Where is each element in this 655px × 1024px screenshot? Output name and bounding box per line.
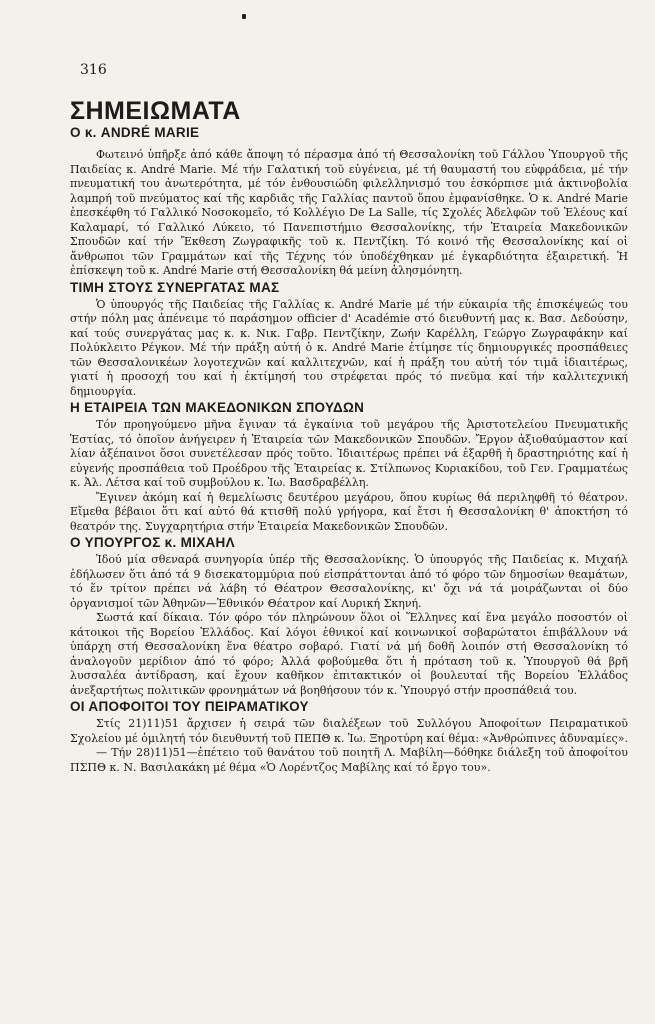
section-heading-macedonian-studies: Η ΕΤΑΙΡΕΙΑ ΤΩΝ ΜΑΚΕΔΟΝΙΚΩΝ ΣΠΟΥΔΩΝ xyxy=(70,400,365,415)
page-number: 316 xyxy=(80,62,107,78)
paragraph-alumni-lecture-2: — Τήν 28)11)51—ἐπέτειο τοῦ θανάτου τοῦ ποιητῆ Λ. Μαβίλη—δόθηκε διάλεξη τοῦ ἀποφοίτου ΠΣΠΘ κ. Ν. Βασιλακάκη μέ θέμα «Ὁ Λορέντζος Μαβίλης καί τό ἔργο του». xyxy=(70,746,628,774)
paragraph-macedonian-studies-1: Τόν προηγούμενο μῆνα ἔγιναν τά ἐγκαίνια τοῦ μεγάρου τῆς Ἀριστοτελείου Πνευματικῆς Ἑστίας, τό ὁποῖον ἀνήγειρεν ἡ Ἑταιρεία τῶν Μακεδονικῶν Σπουδῶν. Ἔργον ἀξιοθαύμαστον καί λίαν ἀξέπαινοι ὅσοι συνετέλεσαν πρός τοῦτο. Ἰδιαιτέρως πρέπει νά ἐξαρθῆ ἡ δραστηριότης καί ἡ εὐγενής προσπάθεια τοῦ Προέδρου τῆς Ἑταιρείας κ. Στίλπωνος Κυριακίδου, τοῦ Γεν. Γραμματέως κ. Ἀλ. Λέτσα καί τοῦ συμβούλου κ. Ἰω. Βασδραβέλλη. xyxy=(70,418,628,489)
article-title-andre-marie: Ο κ. ANDRÉ MARIE xyxy=(70,125,200,140)
section-heading-minister-michael: Ο ΥΠΟΥΡΓΟΣ κ. ΜΙΧΑΗΛ xyxy=(70,535,235,550)
page-content xyxy=(70,98,628,775)
paragraph-macedonian-studies-2: Ἔγινεν ἀκόμη καί ἡ θεμελίωσις δευτέρου μεγάρου, ὅπου κυρίως θά περιληφθῆ τό θέατρον. Εἴμεθα βέβαιοι ὅτι καί αὐτό θά κτισθῆ πολύ γρήγορα, καί ἔτσι ἡ Θεσσαλονίκη θ' ἀποκτήση τό θεατρόν της. Συγχαρητήρια στήν Ἑταιρεία Μακεδονικῶν Σπουδῶν. xyxy=(70,490,628,533)
section-heading-collaborators-honor: ΤΙΜΗ ΣΤΟΥΣ ΣΥΝΕΡΓΑΤΑΣ ΜΑΣ xyxy=(70,279,280,295)
paragraph-minister-michael-1: Ἰδού μία σθεναρά συνηγορία ὑπέρ τῆς Θεσσαλονίκης. Ὁ ὑπουργός τῆς Παιδείας κ. Μιχαήλ ἐδήλωσεν ὅτι ἀπό τά 9 δισεκατομμύρια πού εἰσπράττονται ἀπό τό φόρο τῶν δημοσίων θεαμάτων, τό ἕν τρίτον πρέπει νά λάβη τό Θέατρον Θεσσαλονίκης, κι' ὄχι νά τά μοιράζωνται οἱ δύο ὀργανισμοί τῶν Ἀθηνῶν—Ἐθνικόν Θέατρον καί Λυρική Σκηνή. xyxy=(70,553,628,610)
section-heading-experimental-alumni: ΟΙ ΑΠΟΦΟΙΤΟΙ ΤΟΥ ΠΕΙΡΑΜΑΤΙΚΟΥ xyxy=(70,699,309,714)
paragraph-minister-michael-2: Σωστά καί δίκαια. Τόν φόρο τόν πληρώνουν ὅλοι οἱ Ἕλληνες καί ἕνα μεγάλο ποσοστόν οἱ κάτοικοι τῆς Βορείου Ἑλλάδος. Καί λόγοι ἐθνικοί καί κοινωνικοί σοβαρώτατοι ἐπιβάλλουν νά ὑπάρχη στή Θεσσαλονίκη ἕνα θέατρο σοβαρό. Γιατί νά μή δοθῆ λοιπόν στή Θεσσαλονίκη τό ἀναλογοῦν μερίδιον ἀπό τό φόρο; Ἀλλά φοβούμεθα ὅτι ἡ πρόταση τοῦ κ. Ὑπουργοῦ θά βρῆ λυσσαλέα ἀντίδραση, καί ἔχουν καθῆκον ἐπιτακτικόν οἱ βουλευταί τῆς Βορείου Ἑλλάδος ἀνεξαρτήτως πολιτικῶν φρονημάτων νά βοηθήσουν τόν κ. Ὑπουργό στήν προσπάθειά του. xyxy=(70,611,628,697)
paragraph-collaborators-honor: Ὁ ὑπουργός τῆς Παιδείας τῆς Γαλλίας κ. André Marie μέ τήν εὐκαιρία τῆς ἐπισκέψεώς του στήν πόλη μας ἀπένειμε τό παράσημον officier d' Académie στό διευθυντή μας κ. Βασ. Δεδούσην, καί τούς συνεργάτας μας κ. κ. Νικ. Γαβρ. Πεντζίκην, Ζωήν Καρέλλη, Γεώργο Ζωγραφάκην καί Πολύκλειτο Ρέγκον. Μέ τήν πράξη αὐτή ὁ κ. André Marie ἐτίμησε τίς δημιουργικές προσπάθειες τῶν Θεσσαλονικέων λογοτεχνῶν καί καλλιτεχνῶν, καί ἡ πράξη του αὐτή τόν τιμᾶ ἰδιαιτέρως, γιατί ἡ προσοχή του καί ἡ ἐκτίμησή του στρέφεται πρός τό πνεῦμα καί τήν καλλιτεχνική δημιουργία. xyxy=(70,297,628,398)
printer-mark xyxy=(242,14,246,19)
paragraph-andre-marie-visit: Φωτεινό ὑπῆρξε ἀπό κάθε ἄποψη τό πέρασμα ἀπό τή Θεσσαλονίκη τοῦ Γάλλου Ὑπουργοῦ τῆς Παιδείας κ. André Marie. Μέ τήν Γαλατική τοῦ εὐγένεια, μέ τή θαυμαστή του εὐφράδεια, μέ τήν πνευματική του ἀνωτερότητα, μέ τόν ἐνθουσιώδη φιλελληνισμό του ἐσκόρπισε μιά ἀκτινοβολία λαμπρή τοῦ πνεύματος καί τῆς καρδιᾶς τῆς Γαλλίας παντοῦ ὅπου ἐμφανίσθηκε. Ὁ κ. André Marie ἐπεσκέφθη τό Γαλλικό Νοσοκομεῖο, τό Κολλέγιο De La Salle, τίς Σχολές Ἀδελφῶν τοῦ Ἐλέους καί Καλαμαρί, τό Γαλλικό Λύκειο, τό Πανεπιστήμιο Θεσσαλονίκης, τήν Ἑταιρεία Μακεδονικῶν Σπουδῶν καί τήν Ἔκθεση Ζωγραφικῆς τοῦ κ. Πεντζίκη. Τό κοινό τῆς Θεσσαλονίκης καί οἱ ἄνθρωποι τῶν Γραμμάτων καί τῆς Τέχνης τόν ὑποδέχθηκαν μέ ἐγκαρδιότητα ἐξαιρετική. Ἡ ἐπίσκεψη τοῦ κ. André Marie στή Θεσσαλονίκη θά μείνη ἀλησμόνητη. xyxy=(70,148,628,277)
paragraph-alumni-lecture-1: Στίς 21)11)51 ἄρχισεν ἡ σειρά τῶν διαλέξεων τοῦ Συλλόγου Ἀποφοίτων Πειραματικοῦ Σχολείου μέ ὁμιλητή τόν διευθυντή τοῦ ΠΕΠΘ κ. Ἰω. Ξηροτύρη καί θέμα: «Ἀνθρώπινες ἀδυναμίες». xyxy=(70,717,628,745)
page-title: ΣΗΜΕΙΩΜΑΤΑ xyxy=(70,97,241,125)
